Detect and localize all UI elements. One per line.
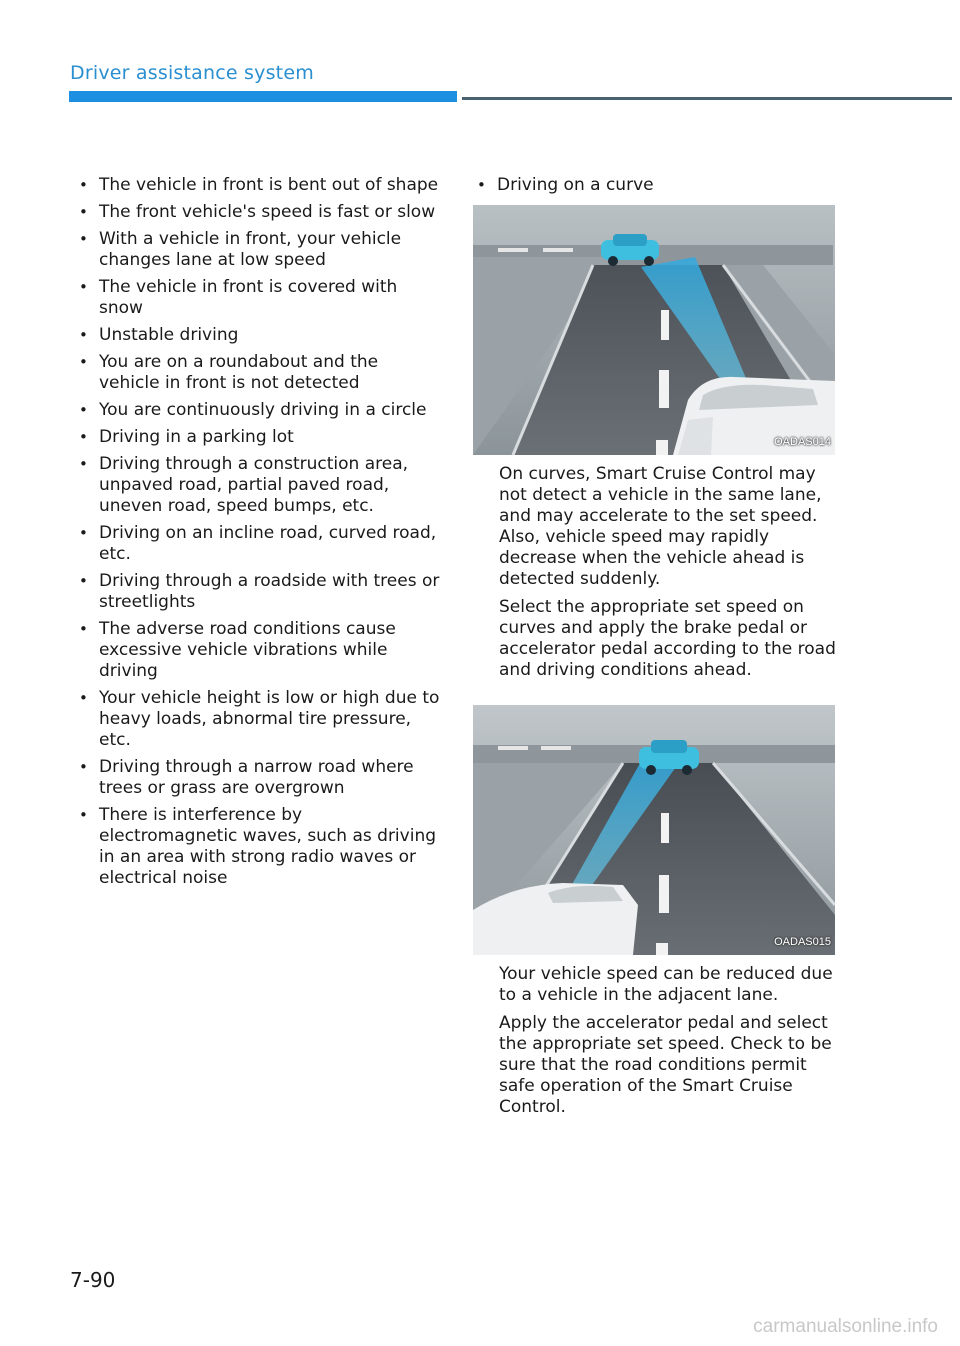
page-number: 7-90: [70, 1268, 116, 1292]
list-item: • The vehicle in front is covered with snow: [79, 277, 398, 318]
header-accent-bar: [69, 91, 457, 102]
list-item: • Driving on a curve: [477, 175, 654, 195]
list-item: • You are on a roundabout and the vehicle in front is not detected: [79, 352, 379, 393]
list-item: • There is interference by electromagnetic waves, such as driving in an area with strong radio waves or electrical noise: [79, 805, 437, 888]
curve-road-illustration: [473, 205, 835, 455]
figure-code: OADAS014: [774, 436, 831, 448]
condition-list: [75, 175, 440, 889]
figure2-paragraph: Apply the accelerator pedal and select the appropriate set speed. Check to be sure that the road conditions permit safe operation of the Smart Cruise Control.: [499, 1013, 832, 1117]
section-title: Driver assistance system: [70, 62, 314, 84]
list-item: • With a vehicle in front, your vehicle changes lane at low speed: [79, 229, 402, 270]
adjacent-lane-illustration: [473, 705, 835, 955]
list-item: • You are continuously driving in a circle: [79, 400, 427, 420]
list-item: • Driving in a parking lot: [79, 427, 294, 447]
figure2-paragraph: Your vehicle speed can be reduced due to a vehicle in the adjacent lane.: [499, 964, 833, 1005]
watermark: carmanualsonline.info: [753, 1316, 938, 1337]
list-item: • Driving through a roadside with trees or streetlights: [79, 571, 440, 612]
header-rule: [462, 97, 952, 100]
right-column: [473, 175, 838, 1118]
list-item: • Unstable driving: [79, 325, 239, 345]
list-item: • Your vehicle height is low or high due to heavy loads, abnormal tire pressure, etc.: [79, 688, 440, 750]
figure-code: OADAS015: [774, 936, 831, 948]
list-item: • The front vehicle's speed is fast or slow: [79, 202, 436, 222]
list-item: • Driving on an incline road, curved road, etc.: [79, 523, 437, 564]
list-item: • Driving through a narrow road where trees or grass are overgrown: [79, 757, 414, 798]
figure1-paragraph: Select the appropriate set speed on curves and apply the brake pedal or accelerator pedal according to the road and driving conditions ahead.: [499, 597, 836, 680]
figure1-paragraph: On curves, Smart Cruise Control may not detect a vehicle in the same lane, and may accelerate to the set speed. Also, vehicle speed may rapidly decrease when the vehicle ahead is detected suddenly.: [499, 464, 822, 589]
list-item: • Driving through a construction area, unpaved road, partial paved road, uneven road, speed bumps, etc.: [79, 454, 409, 516]
list-item: • The vehicle in front is bent out of shape: [79, 175, 439, 195]
left-column: [75, 175, 440, 895]
list-item: • The adverse road conditions cause excessive vehicle vibrations while driving: [79, 619, 396, 681]
